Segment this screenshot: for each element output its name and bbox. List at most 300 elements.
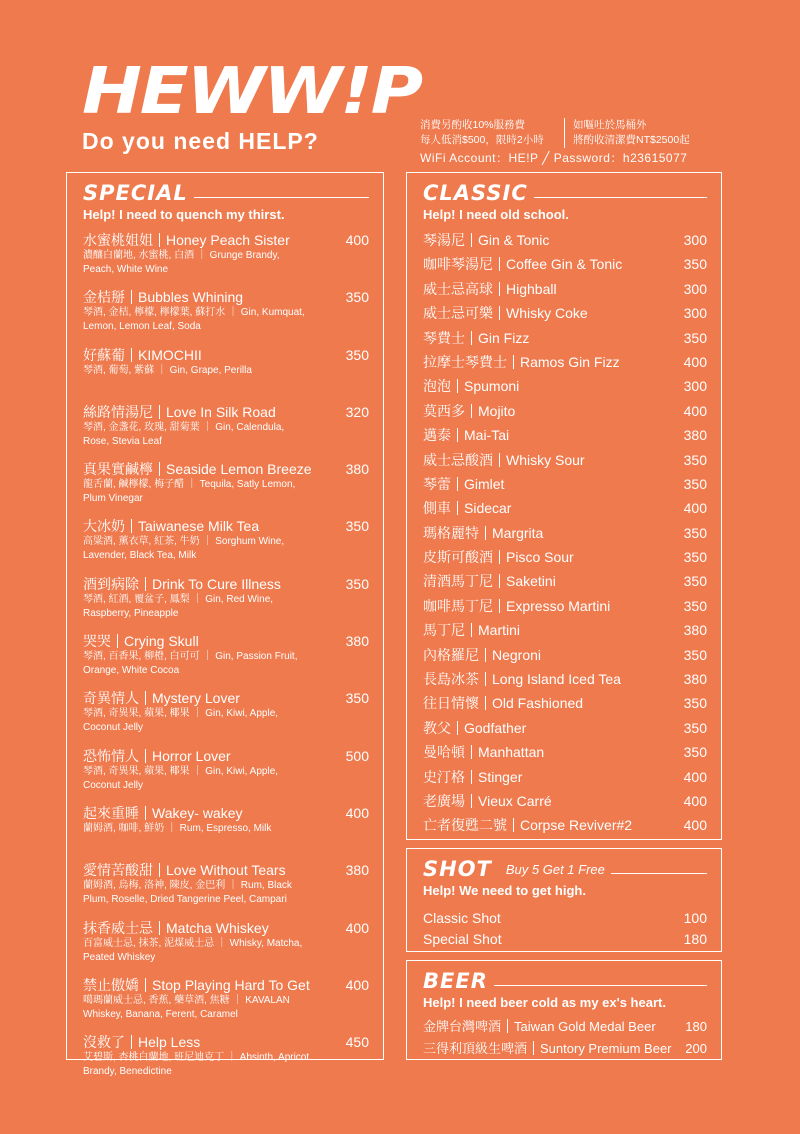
classic-item-en: Whisky Coke	[506, 305, 588, 322]
classic-menu-item	[423, 572, 707, 596]
special-item-en: Taiwanese Milk Tea	[138, 518, 260, 535]
beer-list	[423, 1018, 707, 1062]
classic-item-price: 400	[683, 402, 707, 419]
notice-block	[406, 118, 722, 166]
beer-menu-item	[423, 1018, 707, 1040]
special-item-name	[83, 861, 369, 879]
special-item-zh: 金桔掰	[83, 289, 125, 306]
classic-item-price: 300	[683, 378, 707, 395]
special-item-en: Help Less	[138, 1034, 201, 1051]
special-item-name	[83, 976, 369, 994]
special-subtitle: Help! I need to quench my thirst.	[83, 207, 285, 222]
classic-item-en: Mojito	[478, 402, 516, 419]
special-item-zh: 酒到病除	[83, 575, 139, 592]
special-item-en: Seaside Lemon Breeze	[166, 461, 312, 478]
classic-item-en: Expresso Martini	[506, 597, 611, 614]
classic-item-name	[423, 646, 707, 664]
special-item-zh: 恐怖情人	[83, 747, 139, 764]
classic-item-price: 350	[683, 573, 707, 590]
special-item-zh: 水蜜桃姐姐	[83, 232, 153, 248]
classic-item-price: 350	[683, 744, 707, 761]
beer-panel	[406, 960, 722, 1060]
special-menu-item	[83, 575, 369, 632]
special-item-price: 400	[345, 919, 369, 936]
special-item-name	[83, 403, 369, 421]
special-menu-item	[83, 689, 369, 746]
divider	[485, 672, 486, 686]
classic-item-price: 300	[683, 232, 707, 248]
divider	[499, 453, 500, 467]
classic-item-name	[423, 304, 707, 322]
special-item-en: KIMOCHII	[138, 346, 202, 363]
special-list	[83, 231, 369, 1090]
divider	[145, 749, 146, 763]
shot-title: SHOT	[423, 857, 492, 881]
special-menu-item	[83, 804, 369, 861]
special-item-price: 350	[345, 346, 369, 363]
classic-item-name	[423, 597, 707, 615]
classic-item-price: 350	[683, 646, 707, 663]
divider	[159, 863, 160, 877]
special-item-zh: 抹香威士忌	[83, 919, 153, 936]
classic-item-en: Long Island Iced Tea	[492, 671, 621, 688]
beer-item-zh: 金牌台灣啤酒	[423, 1019, 502, 1034]
divider	[499, 282, 500, 296]
notice-minimum: 每人低消$500，限時2小時	[420, 134, 544, 146]
special-menu-item	[83, 517, 369, 574]
special-item-name	[83, 689, 369, 707]
wifi-info: WiFi Account：HE!P ╱ Password：h23615077	[420, 151, 688, 165]
classic-menu-item	[423, 353, 707, 377]
beer-menu-item	[423, 1040, 707, 1062]
special-item-desc: 琴酒, 奇異果, 蘋果, 椰果 ｜ Gin, Kiwi, Apple, Coconut Jelly	[83, 765, 279, 791]
divider	[499, 306, 500, 320]
special-item-en: Love In Silk Road	[166, 403, 276, 420]
special-item-desc: 龍舌蘭, 鹹檸檬, 梅子醋 ｜ Tequila, Satly Lemon, Plum Vinegar	[83, 479, 296, 505]
classic-menu-item	[423, 646, 707, 670]
shot-item-name-text: Special Shot	[423, 931, 502, 947]
classic-item-name	[423, 621, 707, 639]
special-item-desc: 百富威士忌, 抹茶, 泥煤威士忌 ｜ Whisky, Matcha, Peated Whiskey	[83, 937, 303, 963]
divider	[499, 257, 500, 271]
classic-list	[423, 231, 707, 841]
special-menu-item	[83, 861, 369, 918]
classic-menu-item	[423, 621, 707, 645]
classic-item-zh: 馬丁尼	[423, 622, 465, 639]
classic-item-name	[423, 329, 707, 347]
divider	[145, 806, 146, 820]
special-item-price: 500	[345, 747, 369, 764]
classic-item-en: Highball	[506, 280, 557, 297]
classic-menu-item	[423, 694, 707, 718]
classic-menu-item	[423, 597, 707, 621]
classic-menu-item	[423, 548, 707, 572]
notice-service-fee: 消費另酌收10%服務費	[420, 119, 526, 131]
classic-item-zh: 側車	[423, 500, 451, 517]
special-item-zh: 奇異情人	[83, 690, 139, 707]
special-item-name	[83, 288, 369, 306]
divider	[457, 379, 458, 393]
divider	[159, 233, 160, 247]
classic-item-en: Negroni	[492, 646, 542, 663]
special-item-en: Honey Peach Sister	[166, 232, 290, 248]
classic-menu-item	[423, 255, 707, 279]
classic-item-en: Pisco Sour	[506, 549, 574, 566]
classic-menu-item	[423, 743, 707, 767]
special-menu-item	[83, 231, 369, 288]
classic-menu-item	[423, 524, 707, 548]
special-menu-item	[83, 919, 369, 976]
special-item-name	[83, 804, 369, 822]
special-item-zh: 哭哭	[83, 633, 111, 650]
divider	[145, 978, 146, 992]
divider	[485, 526, 486, 540]
divider	[471, 770, 472, 784]
classic-item-en: Coffee Gin & Tonic	[506, 256, 623, 273]
divider	[457, 721, 458, 735]
notice-cleaning-fee: 將酌收清潔費NT$2500起	[573, 134, 690, 146]
special-item-en: Love Without Tears	[166, 862, 286, 879]
divider	[499, 599, 500, 613]
classic-item-zh: 內格羅尼	[423, 646, 479, 663]
special-item-desc: 高粱酒, 薰衣草, 紅茶, 牛奶 ｜ Sorghum Wine, Lavender, Black Tea, Milk	[83, 536, 285, 562]
special-item-name	[83, 460, 369, 478]
classic-menu-item	[423, 475, 707, 499]
classic-item-zh: 拉摩士琴費士	[423, 353, 507, 370]
classic-item-price: 350	[683, 451, 707, 468]
classic-item-zh: 瑪格麗特	[423, 524, 479, 541]
divider	[471, 745, 472, 759]
special-item-price: 320	[345, 403, 369, 420]
classic-item-en: Godfather	[464, 719, 527, 736]
special-menu-item	[83, 1033, 369, 1090]
special-item-en: Bubbles Whining	[138, 289, 244, 306]
special-item-price: 380	[345, 461, 369, 478]
special-menu-item	[83, 747, 369, 804]
classic-item-zh: 老廣場	[423, 792, 465, 809]
classic-item-zh: 皮斯可酸酒	[423, 549, 493, 566]
special-item-price: 350	[345, 575, 369, 592]
classic-item-zh: 曼哈頓	[423, 744, 465, 761]
classic-item-en: Old Fashioned	[492, 695, 584, 712]
special-item-en: Matcha Whiskey	[166, 919, 269, 936]
classic-item-en: Whisky Sour	[506, 451, 585, 468]
divider	[131, 1035, 132, 1049]
classic-item-zh: 琴費士	[423, 329, 465, 346]
beer-item-price: 180	[685, 1019, 707, 1034]
classic-item-price: 380	[683, 622, 707, 639]
divider	[131, 290, 132, 304]
special-item-en: Mystery Lover	[152, 690, 240, 707]
shot-subtitle: Help! We need to get high.	[423, 883, 586, 898]
classic-item-zh: 史汀格	[423, 768, 465, 785]
classic-item-price: 400	[683, 768, 707, 785]
shot-item-price: 100	[683, 910, 707, 926]
classic-item-en: Stinger	[478, 768, 523, 785]
shot-promo: Buy 5 Get 1 Free	[505, 861, 605, 877]
divider	[513, 818, 514, 832]
classic-item-price: 350	[683, 524, 707, 541]
classic-item-zh: 清酒馬丁尼	[423, 573, 493, 590]
brand-tagline: Do you need HELP?	[82, 128, 319, 154]
divider	[507, 1019, 508, 1033]
shot-item-name	[423, 909, 707, 927]
special-item-en: Stop Playing Hard To Get	[152, 976, 310, 993]
classic-item-zh: 亡者復甦二號	[423, 817, 507, 834]
special-item-price: 350	[345, 289, 369, 306]
divider	[131, 348, 132, 362]
classic-item-name	[423, 353, 707, 371]
special-item-zh: 絲路情湯尼	[83, 403, 153, 420]
classic-item-en: Gin Fizz	[478, 329, 530, 346]
special-panel	[66, 172, 384, 1078]
classic-menu-item	[423, 231, 707, 255]
special-item-price: 400	[345, 232, 369, 248]
divider	[457, 428, 458, 442]
classic-item-en: Spumoni	[464, 378, 520, 395]
classic-menu-item	[423, 719, 707, 743]
classic-item-name	[423, 694, 707, 712]
classic-menu-item	[423, 451, 707, 475]
classic-item-price: 350	[683, 719, 707, 736]
special-item-desc: 琴酒, 葡萄, 紫蘇 ｜ Gin, Grape, Perilla	[83, 364, 252, 376]
special-item-name	[83, 517, 369, 535]
special-item-price: 380	[345, 633, 369, 650]
classic-item-en: Martini	[478, 622, 521, 639]
classic-item-en: Manhattan	[478, 744, 545, 761]
classic-item-en: Sidecar	[464, 500, 512, 517]
classic-menu-item	[423, 402, 707, 426]
classic-item-name	[423, 426, 707, 444]
special-item-zh: 好蘇葡	[83, 346, 125, 363]
classic-menu-item	[423, 792, 707, 816]
special-item-desc: 噶瑪蘭威士忌, 香蕉, 藥草酒, 焦糖 ｜ KAVALAN Whiskey, Banana, Ferent, Caramel	[83, 994, 290, 1020]
beer-item-name	[423, 1040, 707, 1058]
divider	[131, 519, 132, 533]
special-item-name	[83, 346, 369, 364]
beer-item-en: Suntory Premium Beer	[540, 1041, 672, 1056]
classic-item-en: Ramos Gin Fizz	[520, 353, 620, 370]
classic-item-zh: 琴蕾	[423, 475, 451, 492]
classic-item-zh: 往日情懷	[423, 695, 479, 712]
classic-menu-item	[423, 304, 707, 328]
divider	[471, 623, 472, 637]
classic-item-name	[423, 572, 707, 590]
special-menu-item	[83, 460, 369, 517]
classic-item-en: Gin & Tonic	[478, 232, 550, 248]
shot-list	[423, 909, 707, 951]
beer-item-price: 200	[685, 1041, 707, 1056]
special-item-price: 380	[345, 862, 369, 879]
special-item-desc: 蘭姆酒, 咖啡, 鮮奶 ｜ Rum, Espresso, Milk	[83, 822, 272, 834]
divider	[471, 233, 472, 247]
classic-item-price: 350	[683, 695, 707, 712]
special-item-name	[83, 1033, 369, 1051]
classic-item-price: 400	[683, 500, 707, 517]
classic-title: CLASSIC	[423, 181, 528, 205]
divider	[533, 1041, 534, 1055]
classic-item-name	[423, 768, 707, 786]
divider	[159, 462, 160, 476]
special-item-price: 450	[345, 1034, 369, 1051]
classic-menu-item	[423, 426, 707, 450]
classic-item-zh: 咖啡琴湯尼	[423, 256, 493, 273]
divider	[499, 574, 500, 588]
special-item-name	[83, 632, 369, 650]
special-menu-item	[83, 403, 369, 460]
shot-panel	[406, 848, 722, 952]
classic-menu-item	[423, 377, 707, 401]
classic-item-price: 400	[683, 792, 707, 809]
special-menu-item	[83, 346, 369, 403]
special-item-name	[83, 575, 369, 593]
special-item-desc: 琴酒, 金盞花, 玫瑰, 甜菊葉 ｜ Gin, Calendula, Rose, Stevia Leaf	[83, 421, 285, 447]
classic-item-en: Mai-Tai	[464, 427, 510, 444]
special-item-desc: 琴酒, 紅酒, 覆盆子, 鳳梨 ｜ Gin, Red Wine, Raspberry, Pineapple	[83, 593, 274, 619]
classic-item-zh: 莫西多	[423, 402, 465, 419]
shot-item-name-text: Classic Shot	[423, 910, 501, 926]
special-item-desc: 蘭姆酒, 烏梅, 洛神, 陳皮, 金巴利 ｜ Rum, Black Plum, Roselle, Dried Tangerine Peel, Campari	[83, 880, 292, 906]
divider	[145, 577, 146, 591]
classic-item-en: Saketini	[506, 573, 556, 590]
special-item-price: 350	[345, 518, 369, 535]
divider	[485, 696, 486, 710]
shot-item-name	[423, 930, 707, 948]
classic-item-price: 350	[683, 597, 707, 614]
special-item-name	[83, 919, 369, 937]
classic-item-name	[423, 524, 707, 542]
special-item-zh: 真果實鹹檸	[83, 461, 153, 478]
special-item-desc: 濃釀白蘭地, 水蜜桃, 白酒 ｜ Grunge Brandy, Peach, White Wine	[83, 250, 280, 275]
divider	[513, 355, 514, 369]
special-item-price: 400	[345, 804, 369, 821]
shot-menu-item	[423, 930, 707, 951]
classic-item-price: 400	[683, 353, 707, 370]
shot-item-price: 180	[683, 931, 707, 947]
classic-item-name	[423, 451, 707, 469]
special-item-desc: 琴酒, 金桔, 檸檬, 檸檬葉, 蘇打水 ｜ Gin, Kumquat, Lemon, Lemon Leaf, Soda	[83, 307, 305, 333]
beer-item-name	[423, 1018, 707, 1036]
classic-menu-item	[423, 329, 707, 353]
classic-item-price: 400	[683, 817, 707, 834]
special-item-en: Wakey- wakey	[152, 804, 243, 821]
divider	[457, 501, 458, 515]
special-item-price: 350	[345, 690, 369, 707]
classic-item-zh: 泡泡	[423, 378, 451, 395]
classic-item-name	[423, 719, 707, 737]
divider	[145, 691, 146, 705]
classic-panel	[406, 172, 722, 840]
classic-item-name	[423, 670, 707, 688]
special-menu-item	[83, 632, 369, 689]
divider	[471, 404, 472, 418]
special-item-desc: 琴酒, 百香果, 柳橙, 白可可 ｜ Gin, Passion Fruit, Orange, White Cocoa	[83, 651, 298, 677]
brand-logo: HEWW!P	[82, 55, 421, 129]
special-item-en: Drink To Cure Illness	[152, 575, 281, 592]
classic-item-name	[423, 743, 707, 761]
classic-item-name	[423, 231, 707, 249]
classic-item-zh: 長島冰茶	[423, 671, 479, 688]
special-menu-item	[83, 976, 369, 1033]
classic-item-name	[423, 548, 707, 566]
classic-item-zh: 威士忌高球	[423, 280, 493, 297]
classic-item-name	[423, 377, 707, 395]
classic-item-price: 300	[683, 280, 707, 297]
divider	[457, 477, 458, 491]
classic-menu-item	[423, 280, 707, 304]
classic-item-price: 350	[683, 475, 707, 492]
special-item-en: Crying Skull	[124, 633, 199, 650]
classic-menu-item	[423, 768, 707, 792]
classic-menu-item	[423, 816, 707, 840]
classic-item-name	[423, 816, 707, 834]
special-item-name	[83, 747, 369, 765]
beer-subtitle: Help! I need beer cold as my ex's heart.	[423, 995, 666, 1010]
classic-item-en: Gimlet	[464, 475, 505, 492]
divider	[471, 794, 472, 808]
divider	[159, 405, 160, 419]
classic-item-zh: 琴湯尼	[423, 232, 465, 248]
special-menu-item	[83, 288, 369, 345]
classic-item-en: Corpse Reviver#2	[520, 817, 633, 834]
special-item-zh: 禁止傲嬌	[83, 976, 139, 993]
classic-item-zh: 邁泰	[423, 427, 451, 444]
classic-item-price: 350	[683, 256, 707, 273]
classic-menu-item	[423, 670, 707, 694]
classic-item-name	[423, 792, 707, 810]
classic-item-name	[423, 402, 707, 420]
classic-item-name	[423, 255, 707, 273]
classic-item-zh: 威士忌可樂	[423, 305, 493, 322]
classic-item-zh: 威士忌酸酒	[423, 451, 493, 468]
beer-item-zh: 三得利頂級生啤酒	[423, 1041, 528, 1056]
classic-item-name	[423, 475, 707, 493]
classic-item-zh: 咖啡馬丁尼	[423, 597, 493, 614]
classic-item-price: 380	[683, 427, 707, 444]
special-title: SPECIAL	[83, 181, 188, 205]
divider	[159, 921, 160, 935]
classic-item-price: 380	[683, 671, 707, 688]
classic-menu-item	[423, 499, 707, 523]
divider	[499, 550, 500, 564]
special-item-desc: 琴酒, 奇異果, 蘋果, 椰果 ｜ Gin, Kiwi, Apple, Coconut Jelly	[83, 708, 279, 734]
classic-item-en: Margrita	[492, 524, 544, 541]
beer-title: BEER	[423, 969, 488, 993]
special-item-zh: 愛情苦酸甜	[83, 862, 153, 879]
divider	[471, 331, 472, 345]
divider	[485, 648, 486, 662]
special-item-en: Horror Lover	[152, 747, 231, 764]
notice-vomit: 如嘔吐於馬桶外	[573, 119, 647, 131]
classic-item-price: 350	[683, 549, 707, 566]
classic-item-price: 350	[683, 329, 707, 346]
special-item-price: 400	[345, 976, 369, 993]
special-item-desc: 艾碧斯, 杏桃白蘭地, 班尼迪克丁 ｜ Absinth, Apricot Brandy, Benedictine	[83, 1052, 310, 1078]
divider	[117, 634, 118, 648]
special-item-zh: 沒救了	[83, 1034, 125, 1051]
classic-item-zh: 教父	[423, 719, 451, 736]
beer-item-en: Taiwan Gold Medal Beer	[514, 1019, 656, 1034]
special-item-zh: 起來重睡	[83, 804, 139, 821]
shot-menu-item	[423, 909, 707, 930]
classic-item-name	[423, 499, 707, 517]
special-item-zh: 大冰奶	[83, 518, 125, 535]
special-item-name	[83, 231, 369, 249]
classic-item-price: 300	[683, 305, 707, 322]
classic-subtitle: Help! I need old school.	[423, 207, 569, 222]
classic-item-name	[423, 280, 707, 298]
classic-item-en: Vieux Carré	[478, 792, 552, 809]
